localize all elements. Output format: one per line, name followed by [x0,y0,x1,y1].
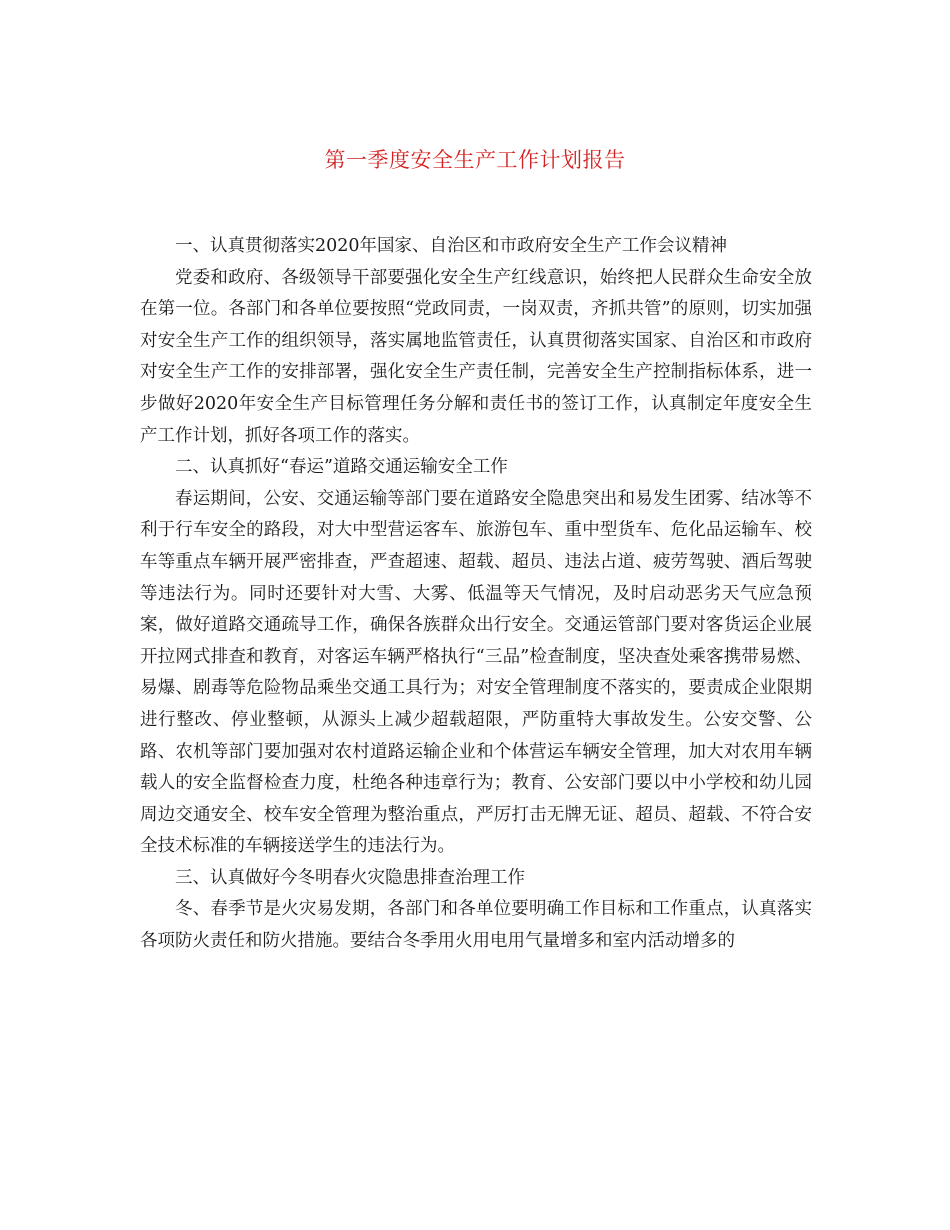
section-paragraph-3: 冬、春季节是火灾易发期，各部门和各单位要明确工作目标和工作重点，认真落实各项防火责任和防火措施。要结合冬季用火用电用气量增多和室内活动增多的 [140,899,812,952]
document-body [140,231,812,958]
section-heading-3: 三、认真做好今冬明春火灾隐患排查治理工作 [175,867,525,888]
section-heading-2: 二、认真抓好“春运”道路交通运输安全工作 [175,457,508,478]
section-paragraph-1: 党委和政府、各级领导干部要强化安全生产红线意识，始终把人民群众生命安全放在第一位。各部门和各单位要按照“党政同责，一岗双责，齐抓共管”的原则，切实加强对安全生产工作的组织领导，落实属地监管责任，认真贯彻落实国家、自治区和市政府对安全生产工作的安排部署，强化安全生产责任制，完善安全生产控制指标体系，进一步做好2020年安全生产目标管理任务分解和责任书的签订工作，认真制定年度安全生产工作计划，抓好各项工作的落实。 [140,267,812,446]
document-title: 第一季度安全生产工作计划报告 [324,148,626,172]
section-heading-1: 一、认真贯彻落实2020年国家、自治区和市政府安全生产工作会议精神 [175,236,728,256]
section-paragraph-2: 春运期间，公安、交通运输等部门要在道路安全隐患突出和易发生团雾、结冰等不利于行车安全的路段，对大中型营运客车、旅游包车、重中型货车、危化品运输车、校车等重点车辆开展严密排查，严查超速、超载、超员、违法占道、疲劳驾驶、酒后驾驶等违法行为。同时还要针对大雪、大雾、低温等天气情况，及时启动恶劣天气应急预案，做好道路交通疏导工作，确保各族群众出行安全。交通运管部门要对客货运企业展开拉网式排查和教育，对客运车辆严格执行“三品”检查制度，坚决查处乘客携带易燃、易爆、剧毒等危险物品乘坐交通工具行为；对安全管理制度不落实的，要责成企业限期进行整改、停业整顿，从源头上减少超载超限，严防重特大事故发生。公安交警、公路、农机等部门要加强对农村道路运输企业和个体营运车辆安全管理，加大对农用车辆载人的安全监督检查力度，杜绝各种违章行为；教育、公安部门要以中小学校和幼儿园周边交通安全、校车安全管理为整治重点，严厉打击无牌无证、超员、超载、不符合安全技术标准的车辆接送学生的违法行为。 [140,488,812,857]
